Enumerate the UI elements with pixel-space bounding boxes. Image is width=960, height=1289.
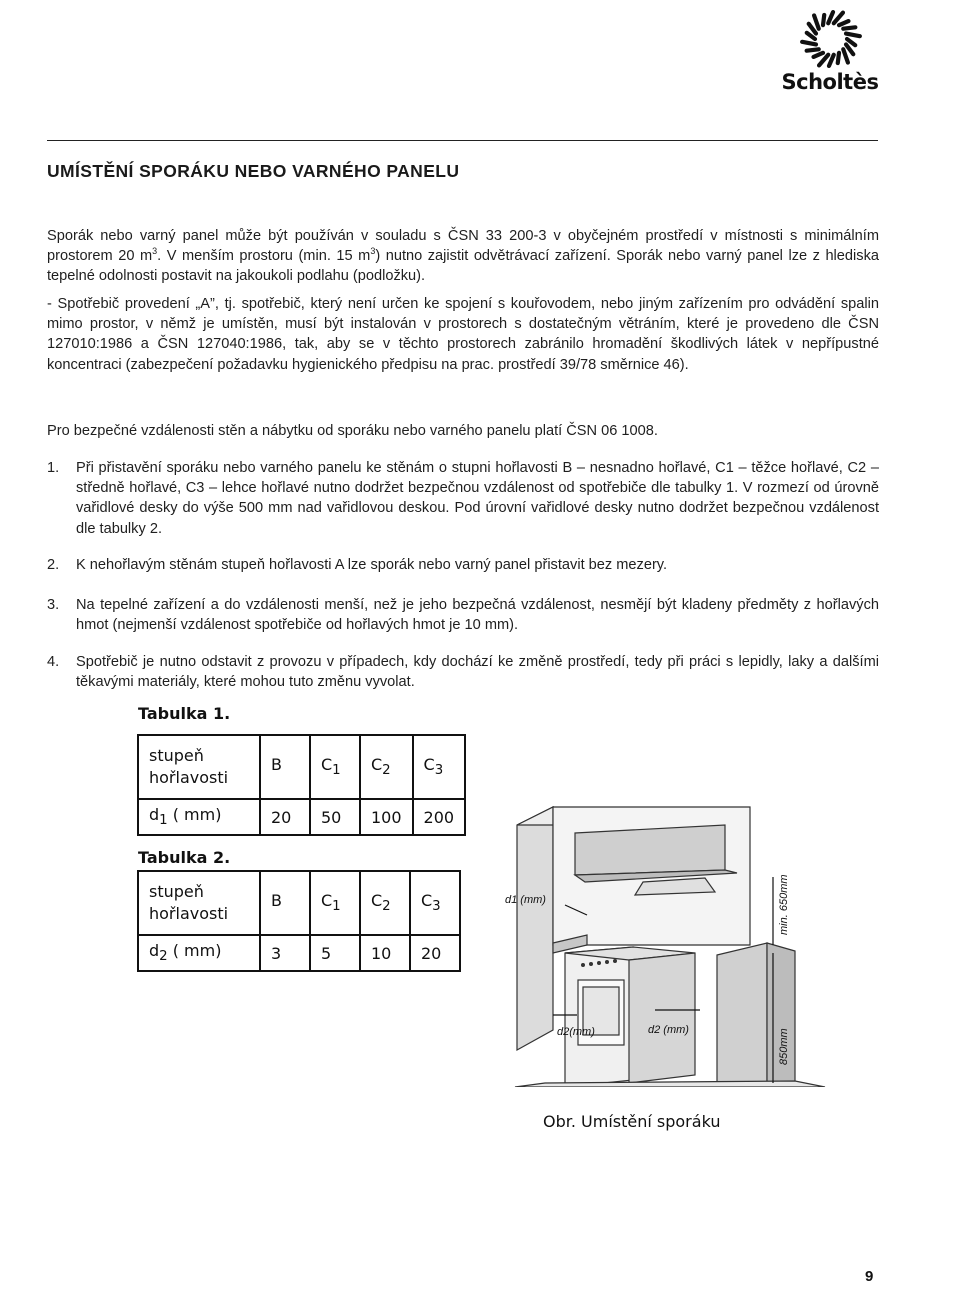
table1-value: 20 [260,799,310,835]
logo-ray [823,15,824,25]
table2 [137,870,461,972]
item-number: 4. [47,654,60,670]
class-letter: B [271,755,282,775]
label-d1: d1 (mm) [505,894,546,906]
logo-ray [846,44,853,54]
row-label-sub: 2 [159,949,168,965]
table2-header [138,871,260,935]
logo-ray [834,13,843,24]
class-letter: C [371,891,383,911]
row-label-sub: 1 [159,813,168,829]
header-rule [47,140,878,141]
list-item [47,458,879,539]
table1-class-cell [413,735,466,799]
class-letter: C [423,755,435,775]
class-sub: 3 [434,763,444,779]
table1-header [138,735,260,799]
intro-text-b: . V menším prostoru (min. 15 m [157,248,371,265]
class-letter: C [421,891,433,911]
list-item [47,595,879,635]
class-letter: B [271,891,282,911]
page-title: UMÍSTĚNÍ SPORÁKU NEBO VARNÉHO PANELU [47,161,460,181]
table2-caption: Tabulka 2. [138,848,231,867]
header-line: stupeň [149,746,204,765]
table1-caption: Tabulka 1. [138,704,231,723]
table2-class-cell [360,871,410,935]
item-text: K nehořlavým stěnám stupeň hořlavosti A lze sporák nebo varný panel přistavit bez mezery. [76,557,668,573]
class-letter: C [371,755,383,775]
logo-ray [843,49,848,62]
class-sub: 1 [332,899,341,915]
logo-ray [829,55,834,66]
logo-ray [843,27,855,28]
table2-value: 5 [310,935,360,971]
label-d2-right: d2 (mm) [648,1024,689,1036]
logo-ray [814,15,819,28]
item-text: Na tepelné zařízení a do vzdálenosti menší, než je jeho bezpečná vzdálenost, nesmějí být kladeny předměty z hořlavých hmot (nejmenší vzdálenost spotřebiče od hořlavých hmot je 10 mm). [76,597,879,634]
table1-value: 100 [360,799,413,835]
left-cabinet-side [517,807,553,1050]
table1-class-cell [260,735,310,799]
class-sub: 1 [332,763,341,779]
table2-value: 3 [260,935,310,971]
logo-ray [809,24,816,34]
class-letter: C [321,891,333,911]
range-hood [575,825,725,875]
list-item [47,555,879,575]
class-letter: C [321,755,333,775]
table1 [137,734,466,836]
label-d2-left: d2(mm) [557,1026,595,1038]
table1-value: 50 [310,799,360,835]
sun-spiral-icon [794,2,868,76]
class-sub: 2 [382,899,391,915]
table1-class-cell [310,735,360,799]
label-worktop-height: 850mm [778,1028,790,1065]
intro-paragraph-3: Pro bezpečné vzdálenosti stěn a nábytku od sporáku nebo varného panelu platí ČSN 06 1008. [47,423,658,439]
intro-text-c: ) nutno zajistit odvětrávací zařízení. Sporák nebo varný panel lze z hlediska tepelné odolnosti postavit na jakoukoli podlahu (podložku). [47,248,879,285]
row-label-unit: ( mm) [167,805,222,825]
figure-caption: Obr. Umístění sporáku [543,1112,721,1131]
class-sub: 2 [382,763,391,779]
intro-text-a: Sporák nebo varný panel může být používán v souladu s ČSN 33 200-3 v obyčejném prostředí v místnosti s minimálním prostorem 20 m [47,228,879,265]
class-sub: 3 [432,899,441,915]
item-text: Spotřebič je nutno odstavit z provozu v případech, kdy dochází ke změně prostředí, tedy při práci s lepidly, laky a dalšími těkavými materiály, které mohou tuto změnu vyvolat. [76,654,879,691]
header-line: hořlavosti [149,768,229,787]
item-number: 3. [47,597,60,613]
logo-ray [839,21,848,25]
brand-name: Scholtès [781,70,879,94]
logo-ray [802,42,816,45]
list-item [47,652,879,692]
item-number: 1. [47,460,60,476]
logo-ray [838,53,839,63]
table2-class-cell [410,871,460,935]
row-label-unit: ( mm) [167,941,222,961]
table2-value: 10 [360,935,410,971]
intro-paragraph-2: - Spotřebič provedení „A”, tj. spotřebič, který není určen ke spojení s kouřovodem, nebo jiným zařízením pro odvádění spalin mimo prostor, v němž je umístěn, musí být instalován v prostorech s dostatečným větráním, které je provedeno dle ČSN 127010:1986 a ČSN 127040:1986, tak, aby se v těchto prostorech zabránilo hromadění škodlivých látek v nepřípustné koncentraci (zabezpečení požadavku hygienického předpisu na prac. prostředí 39/78 směrnice 46). [47,296,879,373]
logo-ray [807,49,819,50]
table1-value: 200 [413,799,466,835]
table2-class-cell [310,871,360,935]
table2-row-label [138,935,260,971]
logo-ray [814,53,823,57]
header-line: stupeň [149,882,204,901]
item-number: 2. [47,557,60,573]
right-cabinet [717,943,767,1087]
table1-row-label [138,799,260,835]
label-min-height: min. 650mm [778,874,790,935]
brand-logo [770,0,890,108]
page-number: 9 [865,1268,874,1285]
table1-class-cell [360,735,413,799]
item-text: Při přistavění sporáku nebo varného panelu ke stěnám o stupni hořlavosti B – nesnadno hořlavé, C1 – těžce hořlavé, C2 – středně hořlavé, C3 – lehce hořlavé nutno dodržet bezpečnou vzdálenost od spotřebiče dle tabulky 1. V rozmezí od úrovně vařidlové desky do výše 500 mm nad vařidlovou deskou. Pod úrovní vařidlové desky nutno dodržet bezpečnou vzdálenost dle tabulky 2. [76,460,879,537]
logo-ray [846,34,860,37]
logo-ray [819,55,828,66]
header-line: hořlavosti [149,904,229,923]
stove-placement-diagram [505,785,905,1087]
table2-value: 20 [410,935,460,971]
row-label: d [149,941,160,961]
superscript: 3 [152,246,158,257]
intro-paragraph-1 [47,226,879,287]
logo-ray [828,12,833,23]
row-label: d [149,805,160,825]
superscript: 3 [370,246,376,257]
table2-class-cell [260,871,310,935]
